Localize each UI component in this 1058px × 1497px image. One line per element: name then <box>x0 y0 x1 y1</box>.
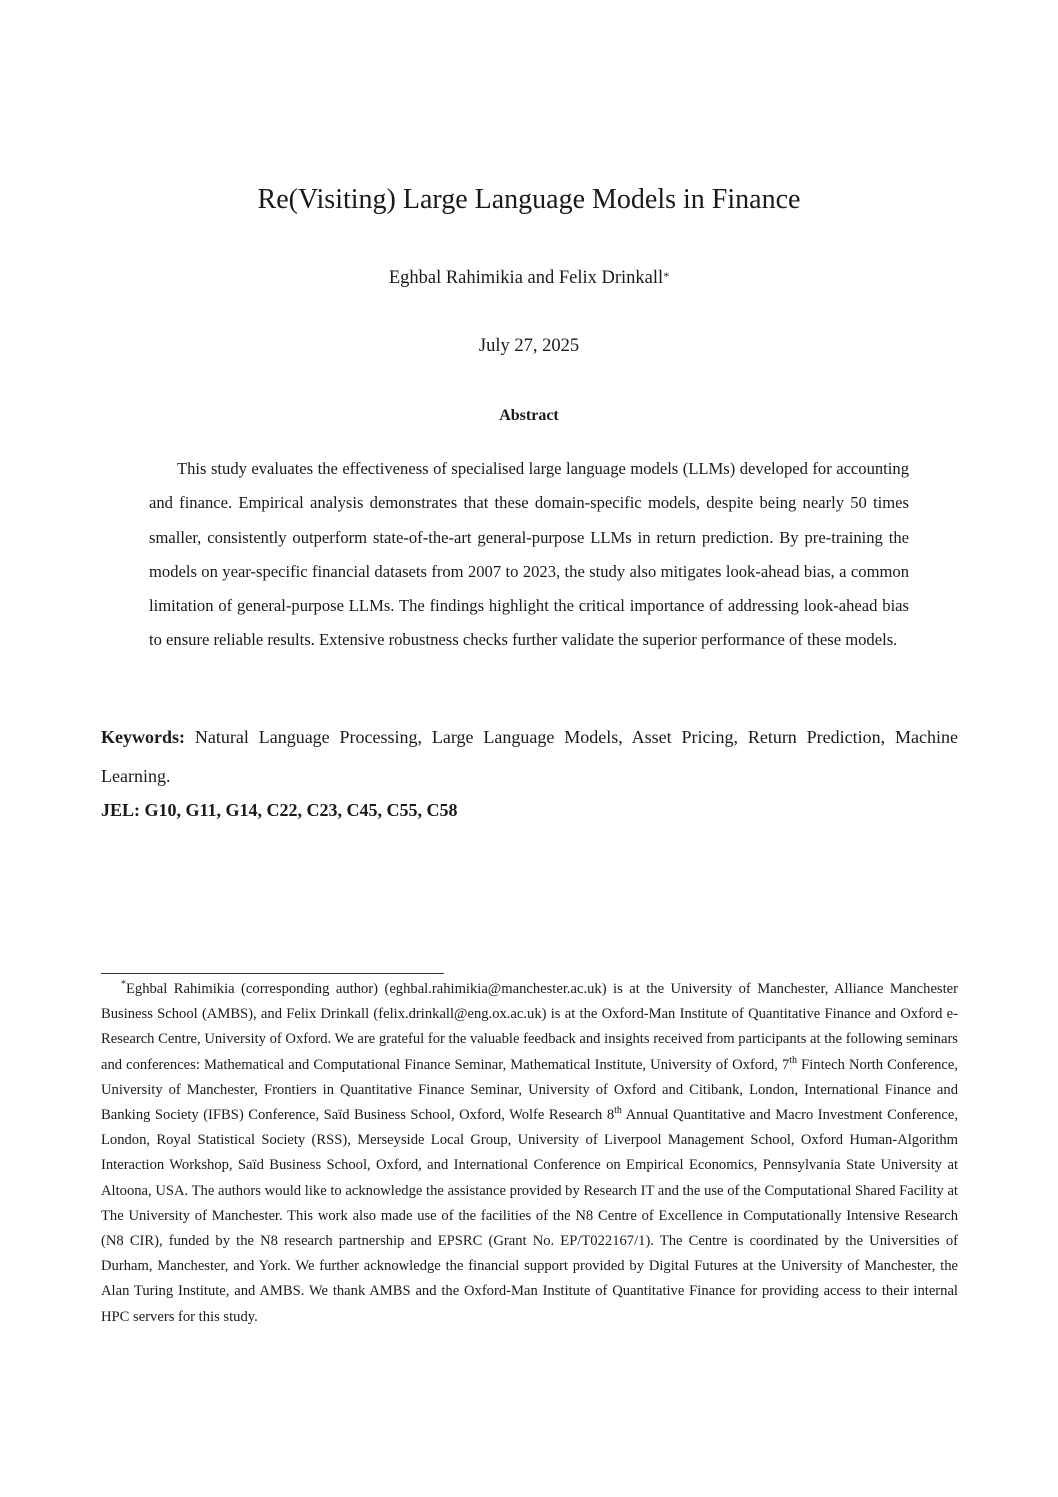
footnote-text-2: Fintech North Conference, University of Manchester, Frontiers in Quantitative Finance Seminar, University of Oxford and Citibank, London, International Finance and Banking Society (IFBS) Conference, Saïd Business School, Oxford, Wolfe Research 8 <box>101 1056 959 1124</box>
footnote-divider <box>101 973 444 974</box>
footnote-text-3: Annual Quantitative and Macro Investment Conference, London, Royal Statistical Society (RSS), Merseyside Local Group, University of Liverpool Management School, Oxford Human-Algorithm Interaction Workshop, Saïd Business School, Oxford, and International Conference on Empirical Economics, Pennsylvania State University at Altoona, USA. The authors would like to acknowledge the assistance provided by Research IT and the use of the Computational Shared Facility at The University of Manchester. This work also made use of the facilities of the N8 Centre of Excellence in Computationally Intensive Research (N8 CIR), funded by the N8 research partnership and EPSRC (Grant No. EP/T022167/1). The Centre is coordinated by the Universities of Durham, Manchester, and York. We further acknowledge the financial support provided by Digital Futures at the University of Manchester, the Alan Turing Institute, and AMBS. We thank AMBS and the Oxford-Man Institute of Quantitative Finance for providing access to their internal HPC servers for this study. <box>101 1107 958 1325</box>
keywords-line <box>101 718 958 796</box>
footnote <box>101 977 958 1330</box>
keywords-label: Keywords: <box>101 727 185 747</box>
author-names: Eghbal Rahimikia and Felix Drinkall <box>388 268 664 288</box>
jel-codes: JEL: G10, G11, G14, C22, C23, C45, C55, C58 <box>101 800 458 820</box>
author-footnote-mark: * <box>663 269 670 283</box>
abstract-text: This study evaluates the effectiveness of specialised large language models (LLMs) developed for accounting and finance. Empirical analysis demonstrates that these domain-specific models, despite being nearly 50 times smaller, consistently outperform state-of-the-art general-purpose LLMs in return prediction. By pre-training the models on year-specific financial datasets from 2007 to 2023, the study also mitigates look-ahead bias, a common limitation of general-purpose LLMs. The findings highlight the critical importance of addressing look-ahead bias to ensure reliable results. Extensive robustness checks further validate the superior performance of these models. <box>149 459 909 650</box>
abstract-heading: Abstract <box>499 407 559 424</box>
footnote-mark: * <box>121 979 126 991</box>
paper-title: Re(Visiting) Large Language Models in Finance <box>257 184 801 215</box>
footnote-text-1: Eghbal Rahimikia (corresponding author) (eghbal.rahimikia@manchester.ac.uk) is at the University of Manchester, Alliance Manchester Business School (AMBS), and Felix Drinkall (felix.drinkall@eng.ox.ac.uk) is at the Oxford-Man Institute of Quantitative Finance and Oxford e-Research Centre, University of Oxford. We are grateful for the valuable feedback and insights received from participants at the following seminars and conferences: Mathematical and Computational Finance Seminar, Mathematical Institute, University of Oxford, 7 <box>101 981 958 1073</box>
paper-date: July 27, 2025 <box>478 336 580 356</box>
keywords-list: Natural Language Processing, Large Language Models, Asset Pricing, Return Prediction, Machine Learning. <box>101 727 958 786</box>
footnote-superscript-2: th <box>614 1105 622 1117</box>
footnote-superscript-1: th <box>789 1054 798 1066</box>
paper-authors <box>0 265 1058 291</box>
